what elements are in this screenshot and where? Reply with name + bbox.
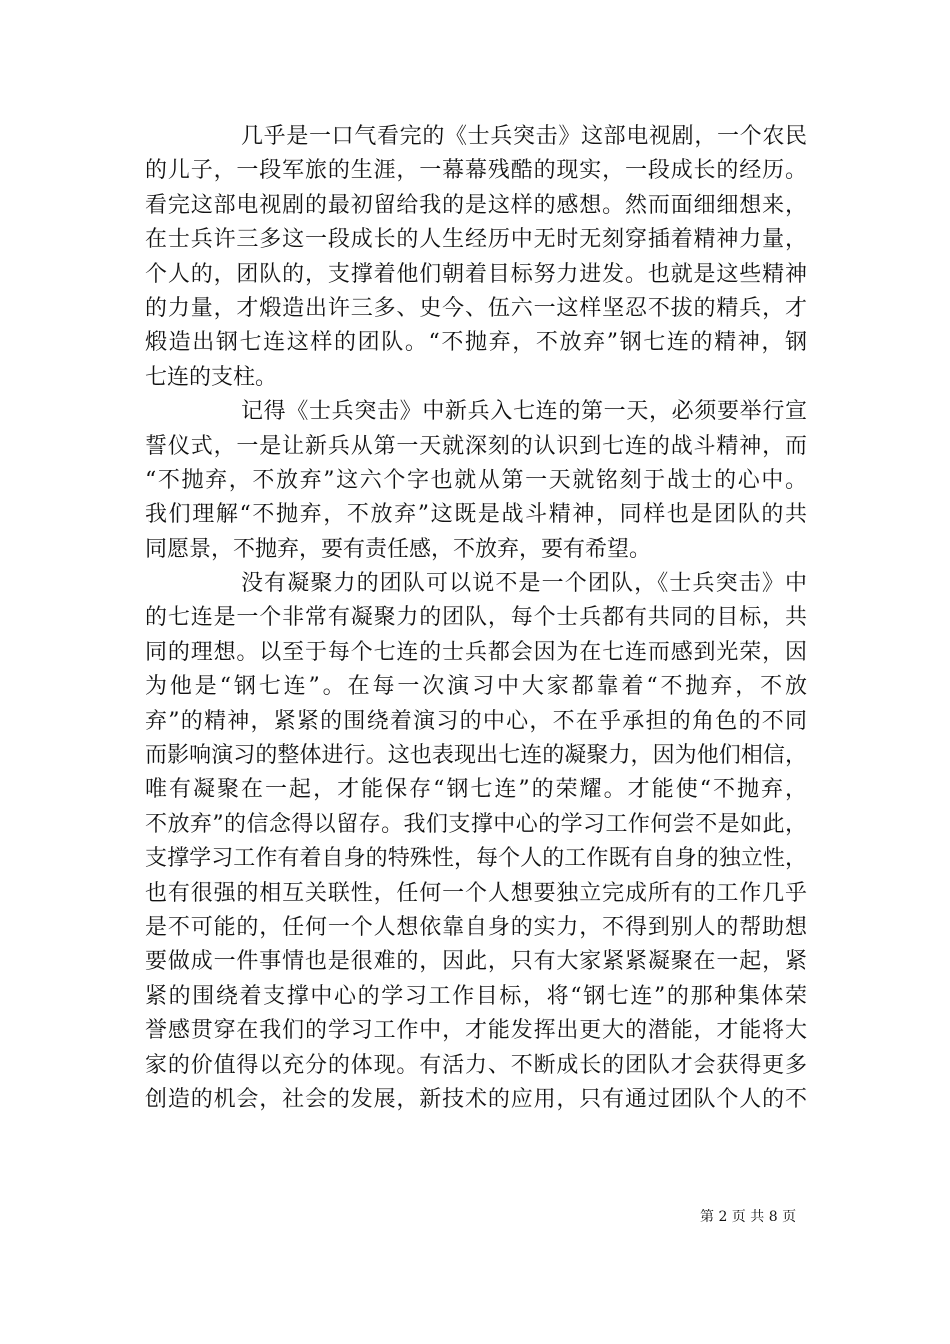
text-line: “不抛弃，不放弃”这六个字也就从第一天就铭刻于战士的心中。 — [145, 467, 807, 493]
text-line: 家的价值得以充分的体现。有活力、不断成长的团队才会获得更多 — [145, 1052, 807, 1078]
page-number-footer: 第 2 页 共 8 页 — [700, 1209, 797, 1225]
text-line: 要做成一件事情也是很难的，因此，只有大家紧紧凝聚在一起，紧 — [145, 949, 807, 975]
text-line: 支撑学习工作有着自身的特殊性，每个人的工作既有自身的独立性， — [145, 846, 807, 872]
text-line: 看完这部电视剧的最初留给我的是这样的感想。然而面细细想来， — [145, 192, 807, 218]
text-line: 不放弃”的信念得以留存。我们支撑中心的学习工作何尝不是如此， — [145, 811, 807, 837]
paragraph — [145, 395, 807, 567]
text-line: 在士兵许三多这一段成长的人生经历中无时无刻穿插着精神力量， — [145, 227, 807, 253]
text-line: 弃”的精神，紧紧的围绕着演习的中心，不在乎承担的角色的不同 — [145, 708, 807, 734]
paragraph — [145, 120, 807, 395]
text-line: 而影响演习的整体进行。这也表现出七连的凝聚力，因为他们相信， — [145, 743, 807, 769]
text-line: 同的理想。以至于每个七连的士兵都会因为在七连而感到光荣，因 — [145, 639, 807, 665]
text-line: 是不可能的，任何一个人想依靠自身的实力，不得到别人的帮助想 — [145, 914, 807, 940]
text-line: 的儿子，一段军旅的生涯，一幕幕残酷的现实，一段成长的经历。 — [145, 158, 807, 184]
text-line: 的七连是一个非常有凝聚力的团队，每个士兵都有共同的目标，共 — [145, 605, 807, 631]
text-line: 几乎是一口气看完的《士兵突击》这部电视剧，一个农民 — [241, 124, 807, 149]
body-text — [145, 120, 807, 1117]
text-line: 记得《士兵突击》中新兵入七连的第一天，必须要举行宣 — [241, 399, 807, 425]
text-line: 的力量，才煅造出许三多、史今、伍六一这样坚忍不拔的精兵，才 — [145, 295, 807, 321]
text-line: 个人的，团队的，支撑着他们朝着目标努力进发。也就是这些精神 — [145, 261, 807, 287]
text-line: 创造的机会，社会的发展，新技术的应用，只有通过团队个人的不 — [145, 1086, 807, 1112]
text-line: 唯有凝聚在一起，才能保存“钢七连”的荣耀。才能使“不抛弃， — [145, 777, 807, 803]
text-line: 誉感贯穿在我们的学习工作中，才能发挥出更大的潜能，才能将大 — [145, 1018, 807, 1044]
text-line: 也有很强的相互关联性，任何一个人想要独立完成所有的工作几乎 — [145, 880, 807, 906]
text-line: 没有凝聚力的团队可以说不是一个团队，《士兵突击》中 — [241, 571, 807, 597]
text-line: 同愿景，不抛弃，要有责任感，不放弃，要有希望。 — [145, 536, 652, 562]
text-line: 煅造出钢七连这样的团队。“不抛弃，不放弃”钢七连的精神，钢 — [145, 330, 807, 356]
text-line: 七连的支柱。 — [145, 364, 278, 390]
text-line: 为他是“钢七连”。在每一次演习中大家都靠着“不抛弃，不放 — [145, 674, 807, 700]
paragraph — [145, 567, 807, 1117]
text-line: 誓仪式，一是让新兵从第一天就深刻的认识到七连的战斗精神，而 — [145, 433, 807, 459]
text-line: 我们理解“不抛弃，不放弃”这既是战斗精神，同样也是团队的共 — [145, 502, 807, 528]
text-line: 紧的围绕着支撑中心的学习工作目标，将“钢七连”的那种集体荣 — [145, 983, 807, 1009]
